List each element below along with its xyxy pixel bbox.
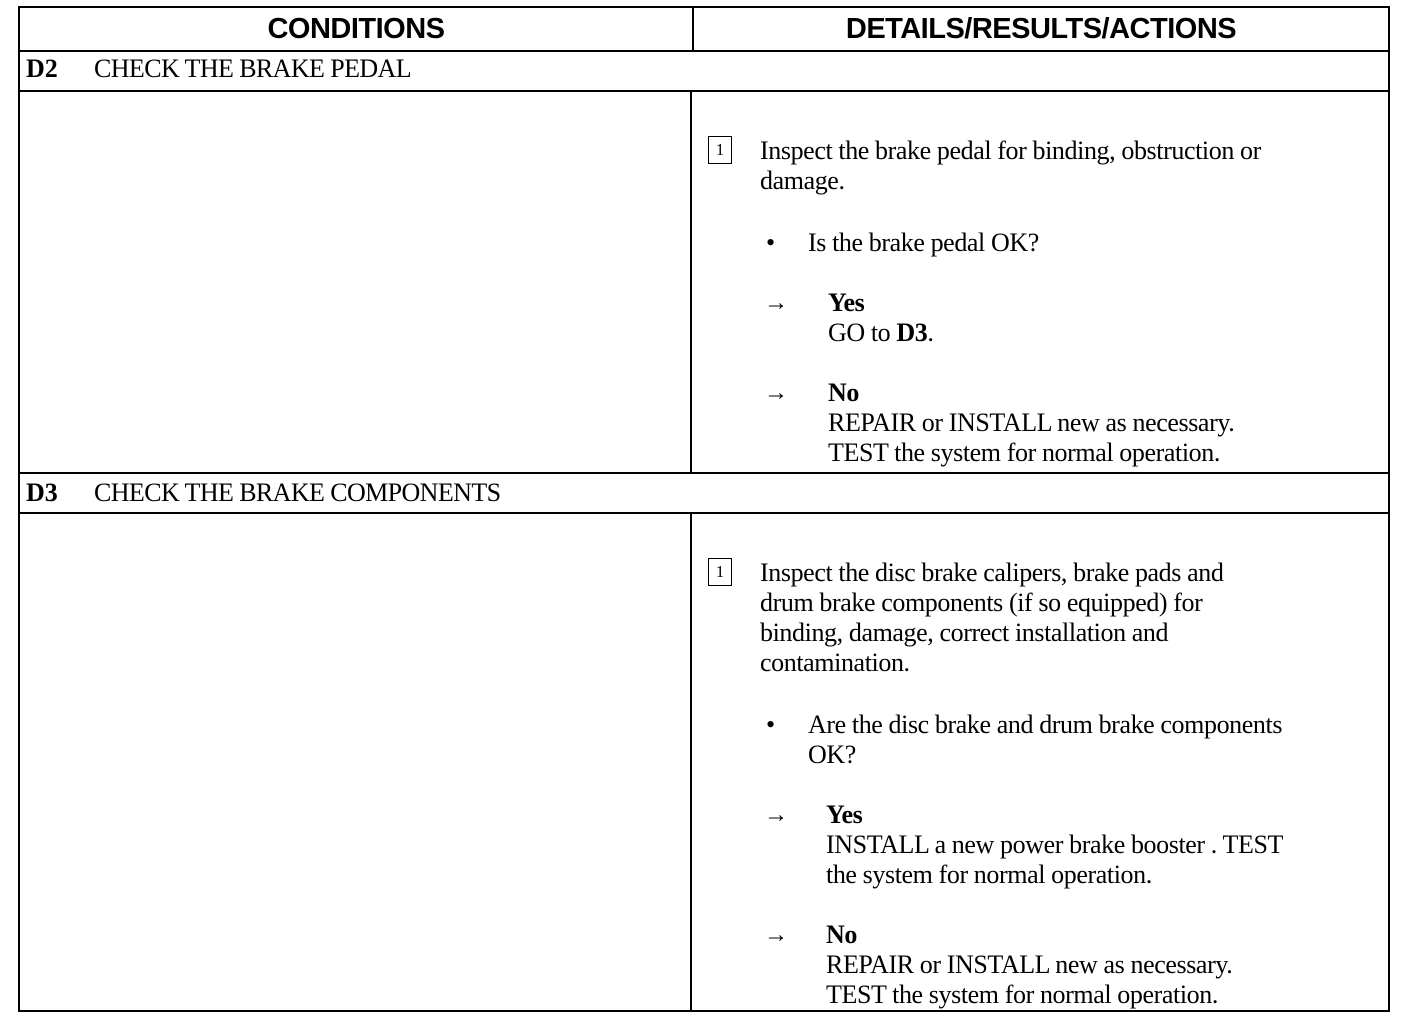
step-d3-question bbox=[808, 710, 1282, 770]
no-label: No bbox=[826, 920, 857, 949]
no-action-line: TEST the system for normal operation. bbox=[828, 438, 1220, 467]
table-header bbox=[20, 8, 1388, 52]
step-d3-header bbox=[20, 474, 1388, 514]
question-line: Are the disc brake and drum brake components bbox=[808, 710, 1283, 739]
yes-action: GO to D3. bbox=[828, 318, 934, 347]
column-divider bbox=[690, 92, 692, 472]
step-d2-no bbox=[828, 378, 1234, 468]
instruction-line: drum brake components (if so equipped) for bbox=[760, 588, 1203, 617]
arrow-right-icon: → bbox=[764, 802, 788, 828]
arrow-right-icon: → bbox=[764, 380, 788, 406]
step-d3-number-box: 1 bbox=[708, 558, 732, 586]
no-action-line: REPAIR or INSTALL new as necessary. bbox=[828, 408, 1235, 437]
instruction-line: damage. bbox=[760, 166, 845, 195]
question-line: OK? bbox=[808, 740, 856, 769]
step-d2-title: CHECK THE BRAKE PEDAL bbox=[94, 54, 411, 83]
details-header: DETAILS/RESULTS/ACTIONS bbox=[845, 13, 1237, 45]
step-d3-instruction bbox=[760, 558, 1223, 678]
instruction-line: Inspect the disc brake calipers, brake pads and bbox=[760, 558, 1224, 587]
instruction-line: contamination. bbox=[760, 648, 910, 677]
diagnostic-table bbox=[18, 6, 1390, 1012]
yes-label: Yes bbox=[826, 800, 863, 829]
no-action-line: REPAIR or INSTALL new as necessary. bbox=[826, 950, 1233, 979]
step-d2-number-box: 1 bbox=[708, 136, 732, 164]
column-divider bbox=[690, 514, 692, 1010]
bullet-icon: • bbox=[766, 228, 776, 257]
instruction-line: binding, damage, correct installation and bbox=[760, 618, 1169, 647]
yes-action-line: the system for normal operation. bbox=[826, 860, 1152, 889]
instruction-line: Inspect the brake pedal for binding, obstruction or bbox=[760, 136, 1261, 165]
step-d2-yes bbox=[828, 288, 933, 348]
yes-action-line: INSTALL a new power brake booster . TEST bbox=[826, 830, 1284, 859]
step-d3-yes bbox=[826, 800, 1283, 890]
conditions-header: CONDITIONS bbox=[20, 8, 694, 50]
step-d3-id: D3 bbox=[26, 478, 58, 507]
step-d3-title: CHECK THE BRAKE COMPONENTS bbox=[94, 478, 501, 507]
step-d2-header bbox=[20, 50, 1388, 92]
arrow-right-icon: → bbox=[764, 922, 788, 948]
arrow-right-icon: → bbox=[764, 290, 788, 316]
bullet-icon: • bbox=[766, 710, 776, 739]
step-d2-question: Is the brake pedal OK? bbox=[808, 228, 1039, 257]
step-d3-no bbox=[826, 920, 1232, 1010]
yes-label: Yes bbox=[828, 288, 865, 317]
no-label: No bbox=[828, 378, 859, 407]
step-d2-body bbox=[20, 92, 1388, 474]
step-ref-link: D3 bbox=[896, 318, 928, 347]
step-d2-instruction bbox=[760, 136, 1261, 196]
step-d3-body bbox=[20, 514, 1388, 1010]
no-action-line: TEST the system for normal operation. bbox=[826, 980, 1218, 1009]
step-d2-id: D2 bbox=[26, 54, 58, 83]
